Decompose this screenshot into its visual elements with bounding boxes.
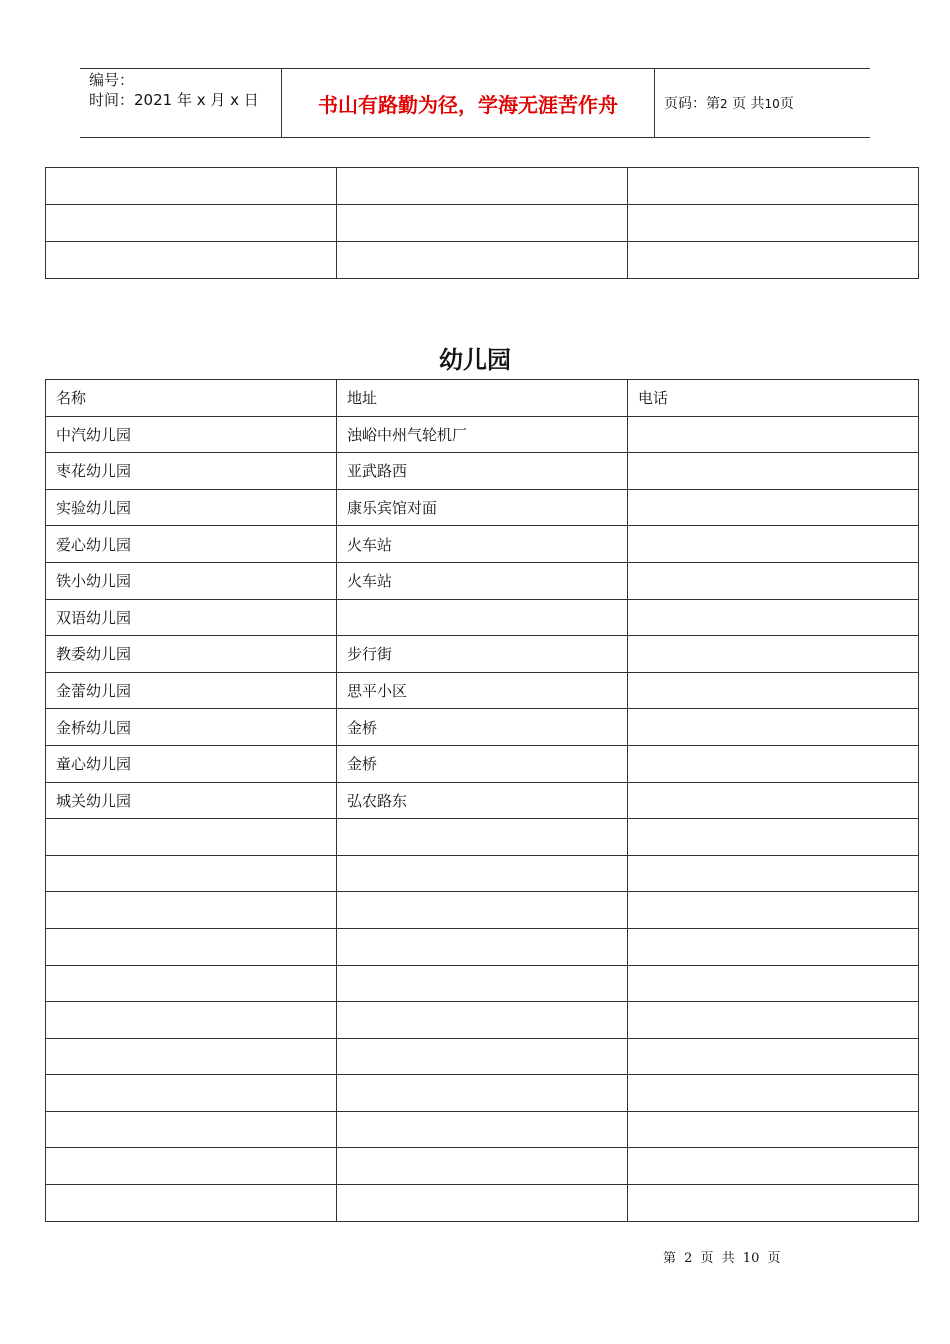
table-cell — [46, 205, 337, 242]
table-row — [46, 745, 919, 782]
table-row — [46, 1075, 919, 1112]
table-row — [46, 453, 919, 490]
table-cell: 童心幼儿园 — [46, 745, 337, 782]
header-cell-name: 名称 — [46, 380, 337, 417]
page-info — [664, 93, 794, 113]
table-cell — [628, 1038, 919, 1075]
kindergarten-table — [45, 379, 919, 1222]
table-cell — [337, 1038, 628, 1075]
top-continuation-table — [45, 167, 919, 279]
table-cell: 浊峪中州气轮机厂 — [337, 416, 628, 453]
table-cell — [628, 489, 919, 526]
table-row — [46, 819, 919, 856]
table-row — [46, 636, 919, 673]
table-cell — [337, 1148, 628, 1185]
table-row — [46, 965, 919, 1002]
table-cell — [337, 1075, 628, 1112]
table-cell — [46, 242, 337, 279]
motto-text: 书山有路勤为径，学海无涯苦作舟 — [318, 92, 618, 117]
table-cell — [628, 1111, 919, 1148]
table-cell — [628, 1148, 919, 1185]
table-cell — [628, 709, 919, 746]
table-cell: 教委幼儿园 — [46, 636, 337, 673]
table-cell — [46, 1002, 337, 1039]
table-row — [46, 672, 919, 709]
page-total: 10 — [764, 97, 780, 111]
table-cell — [46, 1185, 337, 1222]
page-mid: 页 共 — [732, 96, 765, 112]
header-cell-address: 地址 — [337, 380, 628, 417]
table-cell — [337, 1002, 628, 1039]
table-cell — [628, 526, 919, 563]
table-row — [46, 1038, 919, 1075]
table-row — [46, 1002, 919, 1039]
table-row — [46, 416, 919, 453]
table-cell — [628, 965, 919, 1002]
header-meta — [80, 69, 282, 137]
table-row — [46, 1185, 919, 1222]
table-cell — [337, 892, 628, 929]
table-cell: 亚武路西 — [337, 453, 628, 490]
table-cell: 思平小区 — [337, 672, 628, 709]
table-row — [46, 562, 919, 599]
table-row — [46, 526, 919, 563]
table-cell — [628, 416, 919, 453]
table-cell — [628, 892, 919, 929]
page-current: 2 — [720, 97, 728, 111]
table-cell — [46, 965, 337, 1002]
table-cell: 金桥 — [337, 709, 628, 746]
table-cell: 枣花幼儿园 — [46, 453, 337, 490]
table-cell — [337, 168, 628, 205]
table-row — [46, 782, 919, 819]
table-cell: 火车站 — [337, 562, 628, 599]
table-cell — [628, 636, 919, 673]
table-cell — [46, 168, 337, 205]
table-cell: 金蕾幼儿园 — [46, 672, 337, 709]
table-cell — [337, 855, 628, 892]
table-cell — [628, 782, 919, 819]
table-cell — [46, 855, 337, 892]
table-cell — [337, 965, 628, 1002]
table-header-row — [46, 380, 919, 417]
table-cell — [628, 855, 919, 892]
table-cell — [46, 1038, 337, 1075]
table-row — [46, 168, 919, 205]
table-cell — [628, 453, 919, 490]
table-cell: 实验幼儿园 — [46, 489, 337, 526]
table-cell: 双语幼儿园 — [46, 599, 337, 636]
table-cell — [337, 928, 628, 965]
table-row — [46, 489, 919, 526]
table-cell: 城关幼儿园 — [46, 782, 337, 819]
table-cell — [628, 168, 919, 205]
header-cell-phone: 电话 — [628, 380, 919, 417]
table-cell — [46, 928, 337, 965]
table-cell — [337, 819, 628, 856]
table-cell: 金桥 — [337, 745, 628, 782]
table-cell — [628, 1002, 919, 1039]
page-end: 页 — [779, 96, 794, 112]
table-cell — [46, 1111, 337, 1148]
table-cell — [337, 599, 628, 636]
table-row — [46, 599, 919, 636]
table-cell: 铁小幼儿园 — [46, 562, 337, 599]
table-cell — [46, 819, 337, 856]
table-row — [46, 1111, 919, 1148]
table-cell — [628, 745, 919, 782]
table-cell: 康乐宾馆对面 — [337, 489, 628, 526]
table-cell — [337, 242, 628, 279]
time-label: 时间：2021 年 x 月 x 日 — [89, 91, 259, 109]
table-cell: 爱心幼儿园 — [46, 526, 337, 563]
table-cell: 弘农路东 — [337, 782, 628, 819]
table-cell — [46, 1075, 337, 1112]
table-cell — [337, 1111, 628, 1148]
table-cell — [628, 205, 919, 242]
table-cell — [337, 205, 628, 242]
table-row — [46, 205, 919, 242]
table-row — [46, 855, 919, 892]
number-label: 编号： — [89, 71, 135, 89]
table-cell — [628, 1185, 919, 1222]
section-title: 幼儿园 — [439, 346, 511, 374]
table-cell — [628, 599, 919, 636]
table-cell — [628, 819, 919, 856]
page-header — [80, 68, 870, 138]
table-cell: 金桥幼儿园 — [46, 709, 337, 746]
header-motto-cell — [282, 69, 655, 137]
table-row — [46, 892, 919, 929]
table-cell — [628, 928, 919, 965]
table-cell: 火车站 — [337, 526, 628, 563]
table-row — [46, 1148, 919, 1185]
header-page-cell — [655, 69, 870, 137]
page-footer: 第 2 页 共 10 页 — [663, 1251, 781, 1266]
table-cell — [628, 242, 919, 279]
table-row — [46, 709, 919, 746]
table-cell — [46, 892, 337, 929]
table-row — [46, 242, 919, 279]
table-cell — [628, 562, 919, 599]
table-row — [46, 928, 919, 965]
table-cell — [628, 1075, 919, 1112]
table-cell: 中汽幼儿园 — [46, 416, 337, 453]
table-cell — [337, 1185, 628, 1222]
table-cell: 步行街 — [337, 636, 628, 673]
page-label: 页码：第 — [664, 96, 720, 112]
table-cell — [628, 672, 919, 709]
table-cell — [46, 1148, 337, 1185]
